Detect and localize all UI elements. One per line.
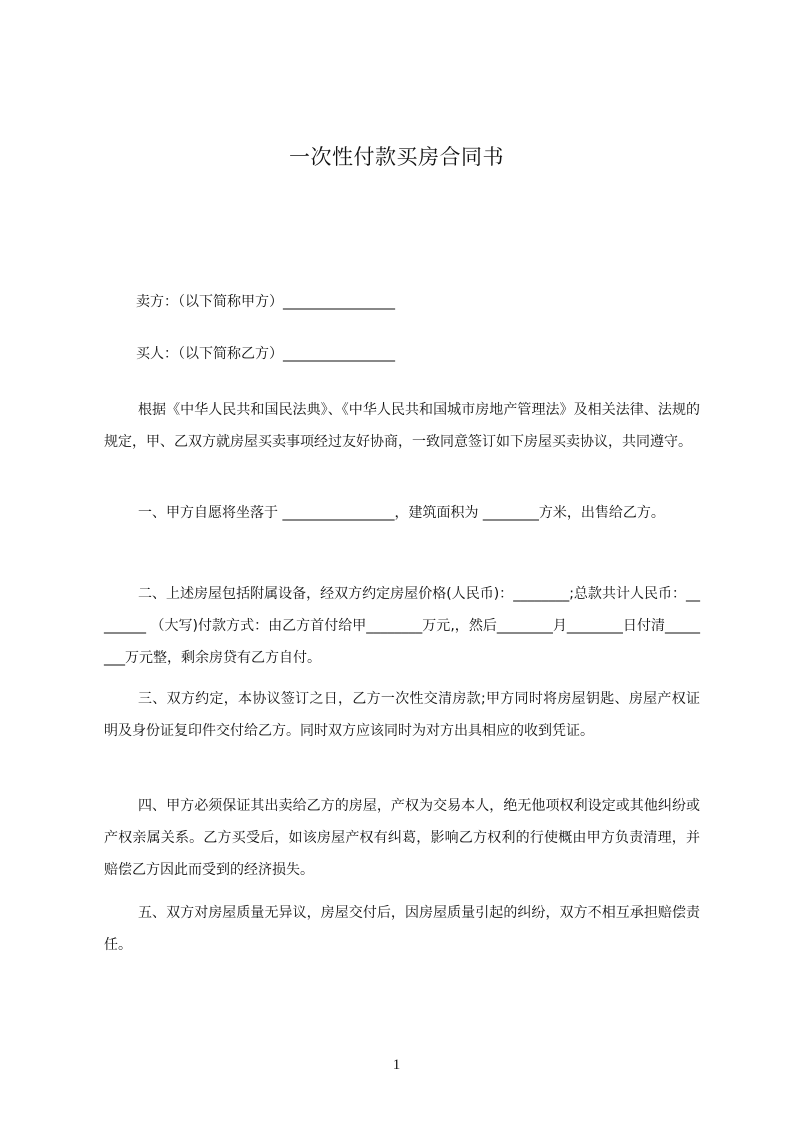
clause-4-paragraph: 四、甲方必须保证其出卖给乙方的房屋，产权为交易本人，绝无他项权利设定或其他纠纷或产权亲属关系。乙方买受后，如该房屋产权有纠葛，影响乙方权利的行使概由甲方负责清理，并赔偿乙方因此而受到的经济损失。 xyxy=(104,798,700,878)
page-number: 1 xyxy=(392,1057,401,1073)
clause-3-paragraph: 三、双方约定，本协议签订之日，乙方一次性交清房款;甲方同时将房屋钥匙、房屋产权证明及身份证复印件交付给乙方。同时双方应该同时为对方出具相应的收到凭证。 xyxy=(104,691,700,739)
preamble-paragraph: 根据《中华人民共和国民法典》、《中华人民共和国城市房地产管理法》及相关法律、法规的规定，甲、乙双方就房屋买卖事项经过友好协商，一致同意签订如下房屋买卖协议，共同遵守。 xyxy=(104,402,700,450)
document-title: 一次性付款买房合同书 xyxy=(289,145,504,169)
seller-line: 卖方：（以下简称甲方）________________ xyxy=(136,294,395,310)
clause-1-paragraph: 一、甲方自愿将坐落于 ________________，建筑面积为 ________方米，出售给乙方。 xyxy=(138,505,665,521)
clause-2-paragraph: 二、上述房屋包括附属设备，经双方约定房屋价格(人民币)：________;总款共计人民币：________ （大写)付款方式：由乙方首付给甲________万元,，然后________月________日付清________万元整，剩余房贷有乙方自付。 xyxy=(104,586,700,666)
clause-5-paragraph: 五、双方对房屋质量无异议，房屋交付后，因房屋质量引起的纠纷，双方不相互承担赔偿责任。 xyxy=(104,905,700,953)
buyer-line: 买人：（以下简称乙方）________________ xyxy=(136,346,395,362)
